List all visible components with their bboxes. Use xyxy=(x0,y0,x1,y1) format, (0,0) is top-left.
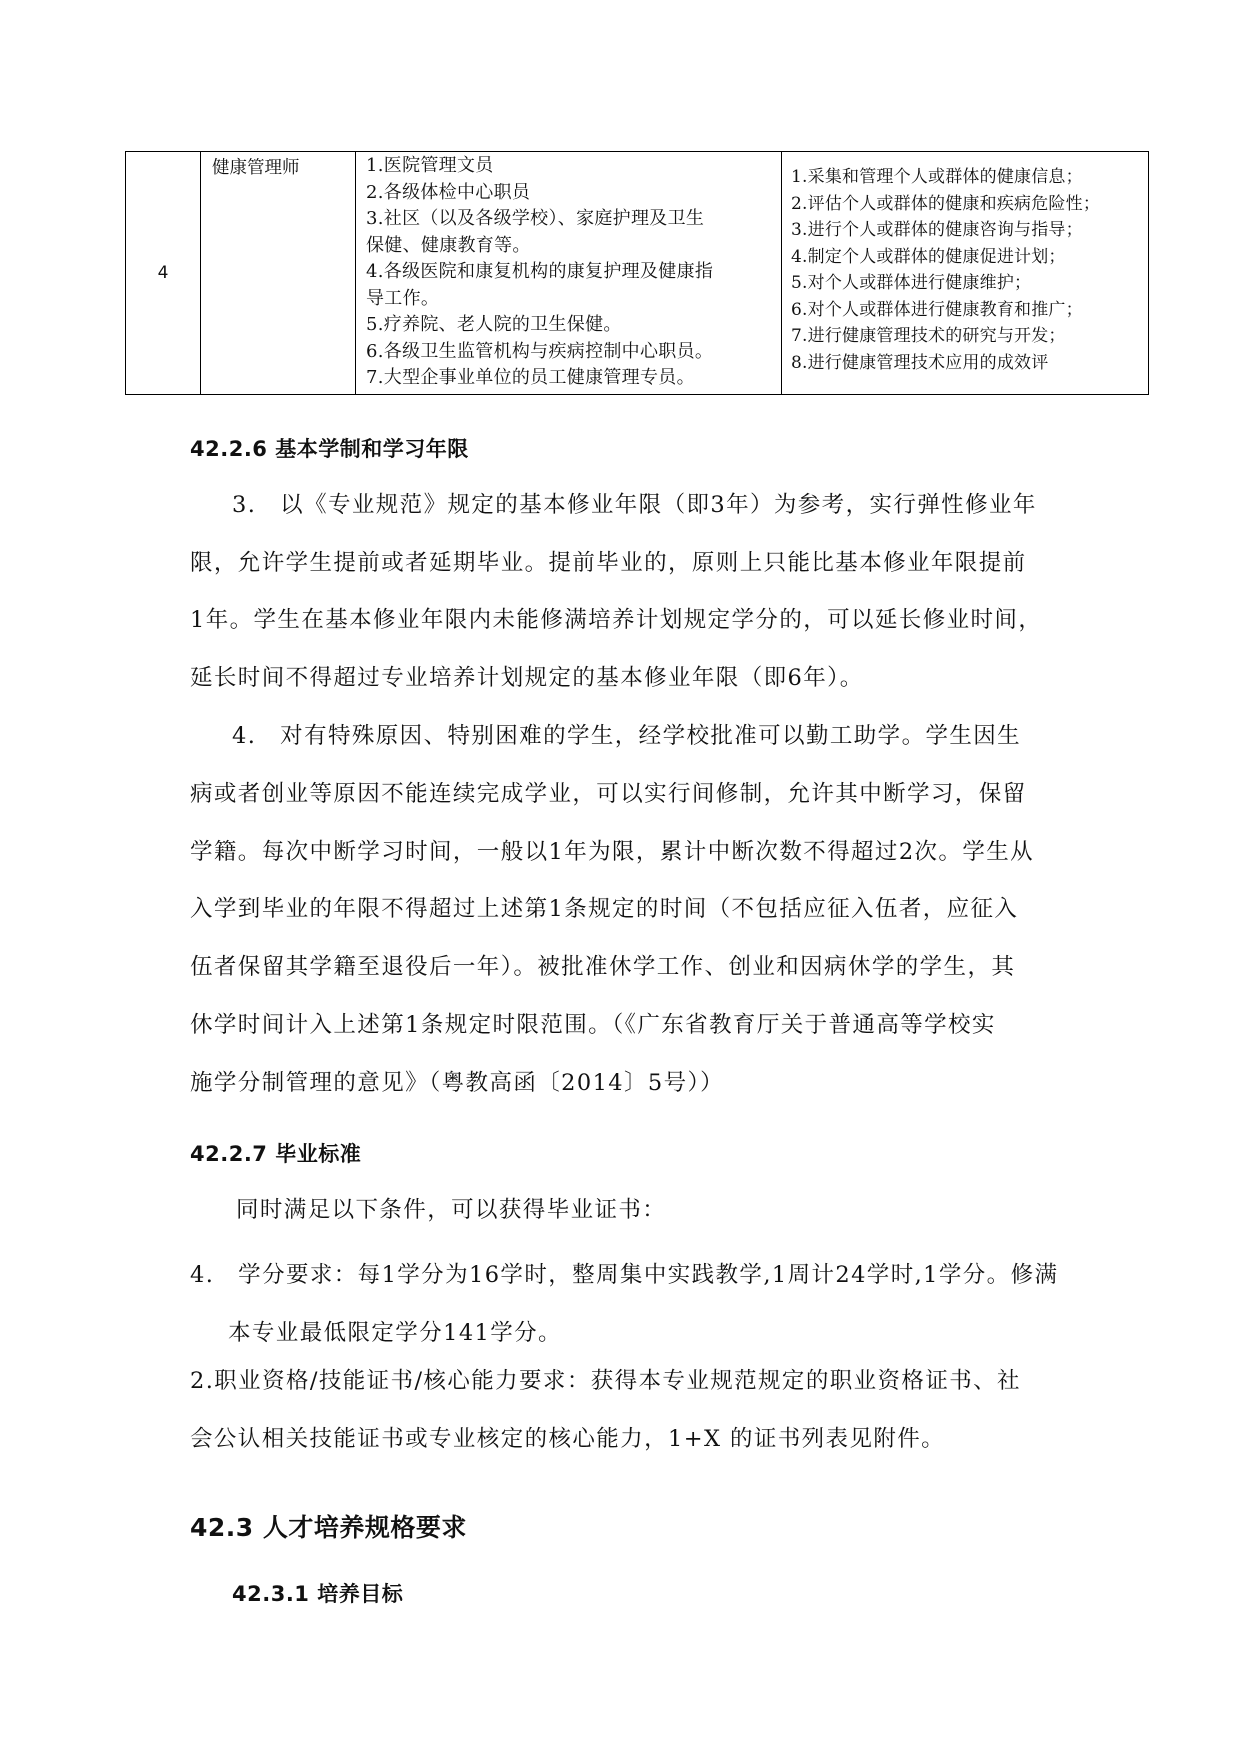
paragraph-line: 本专业最低限定学分141学分。 xyxy=(228,1320,562,1346)
task-item: 8.进行健康管理技术应用的成效评 xyxy=(791,352,1049,373)
paragraph-line: 入学到毕业的年限不得超过上述第1条规定的时间（不包括应征入伍者，应征入 xyxy=(190,896,1019,922)
job-item: 6.各级卫生监管机构与疾病控制中心职员。 xyxy=(366,340,714,362)
job-positions-cell xyxy=(356,152,782,395)
job-item: 7.大型企事业单位的员工健康管理专员。 xyxy=(366,367,695,388)
paragraph-line: 学籍。每次中断学习时间，一般以1年为限，累计中断次数不得超过2次。学生从 xyxy=(190,839,1035,865)
task-item: 6.对个人或群体进行健康教育和推广； xyxy=(791,299,1083,320)
paragraph-line: 4. 学分要求：每1学分为16学时，整周集中实践教学,1周计24学时,1学分。修满 xyxy=(190,1262,1059,1288)
paragraph-line: 伍者保留其学籍至退役后一年）。被批准休学工作、创业和因病休学的学生，其 xyxy=(190,954,1016,980)
job-item: 保健、健康教育等。 xyxy=(366,234,531,256)
work-tasks-cell xyxy=(782,152,1149,395)
row-number: 4 xyxy=(126,152,201,395)
paragraph-line: 1年。学生在基本修业年限内未能修满培养计划规定学分的，可以延长修业时间， xyxy=(190,607,1043,633)
job-item: 2.各级体检中心职员 xyxy=(366,181,531,203)
paragraph-line: 限，允许学生提前或者延期毕业。提前毕业的，原则上只能比基本修业年限提前 xyxy=(190,550,1027,576)
section-heading-4231: 42.3.1 培养目标 xyxy=(232,1582,404,1606)
paragraph-line: 会公认相关技能证书或专业核定的核心能力，1+X 的证书列表见附件。 xyxy=(190,1426,946,1452)
task-item: 7.进行健康管理技术的研究与开发； xyxy=(791,326,1066,346)
task-item: 5.对个人或群体进行健康维护； xyxy=(791,273,1032,293)
section-heading-423: 42.3 人才培养规格要求 xyxy=(190,1513,467,1542)
paragraph-line: 4. 对有特殊原因、特别困难的学生，经学校批准可以勤工助学。学生因生 xyxy=(232,723,1022,749)
paragraph-line: 同时满足以下条件，可以获得毕业证书： xyxy=(236,1197,667,1223)
job-item: 导工作。 xyxy=(366,287,440,309)
paragraph-line: 3. 以《专业规范》规定的基本修业年限（即3年）为参考，实行弹性修业年 xyxy=(232,492,1037,518)
task-item: 1.采集和管理个人或群体的健康信息； xyxy=(791,167,1083,187)
task-item: 4.制定个人或群体的健康促进计划； xyxy=(791,246,1066,267)
paragraph-line: 施学分制管理的意见》（粤教高函〔2014〕5号）） xyxy=(190,1070,725,1096)
certificate-title: 健康管理师 xyxy=(201,152,356,395)
task-item: 2.评估个人或群体的健康和疾病危险性； xyxy=(791,193,1101,214)
section-heading-4226: 42.2.6 基本学制和学习年限 xyxy=(190,437,469,461)
paragraph-line: 2.职业资格/技能证书/核心能力要求：获得本专业规范规定的职业资格证书、社 xyxy=(190,1368,1021,1394)
paragraph-line: 病或者创业等原因不能连续完成学业，可以实行间修制，允许其中断学习，保留 xyxy=(190,781,1027,807)
career-table xyxy=(125,151,1149,395)
section-heading-4227: 42.2.7 毕业标准 xyxy=(190,1142,362,1166)
paragraph-line: 休学时间计入上述第1条规定时限范围。（《广东省教育厅关于普通高等学校实 xyxy=(190,1012,996,1038)
job-item: 5.疗养院、老人院的卫生保健。 xyxy=(366,314,622,335)
task-item: 3.进行个人或群体的健康咨询与指导； xyxy=(791,220,1083,240)
job-item: 1.医院管理文员 xyxy=(366,155,494,176)
job-item: 4.各级医院和康复机构的康复护理及健康指 xyxy=(366,261,714,282)
job-item: 3.社区（以及各级学校）、家庭护理及卫生 xyxy=(366,208,705,229)
paragraph-line: 延长时间不得超过专业培养计划规定的基本修业年限（即6年）。 xyxy=(190,665,864,691)
table-row xyxy=(126,152,1149,395)
